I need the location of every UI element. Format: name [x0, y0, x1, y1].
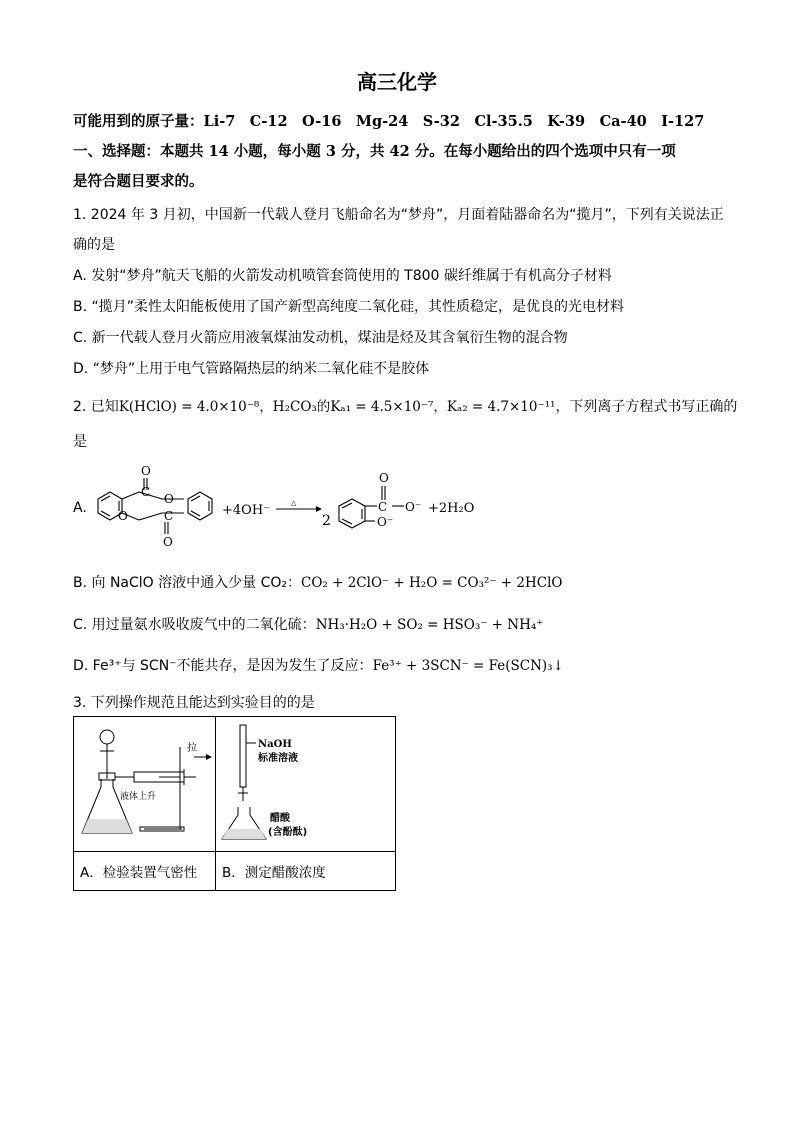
reactant-atoms: [118, 464, 174, 549]
q2-a-products: +2H₂O: [428, 501, 475, 516]
svg-text:O: O: [163, 535, 173, 549]
q2-option-b: [73, 572, 563, 592]
q1-option-d: D. “梦舟”上用于电气管路隔热层的纳米二氧化硅不是胶体: [73, 361, 430, 377]
svg-text:O: O: [164, 492, 174, 506]
q1-option-c: C. 新一代载人登月火箭应用液氧煤油发动机，煤油是烃及其含氧衍生物的混合物: [73, 330, 568, 346]
q2-c-text: C. 用过量氨水吸收废气中的二氧化硫：: [73, 617, 316, 633]
apparatus-b-figure: [216, 717, 395, 851]
svg-text:O: O: [141, 464, 151, 478]
q2-ka-hclo: K(HClO) = 4.0×10⁻⁸: [118, 399, 260, 415]
q3-option-a-caption: A．检验装置气密性: [74, 852, 216, 891]
q2-d-equation: Fe³⁺ + 3SCN⁻ = Fe(SCN)₃↓: [372, 658, 564, 674]
q1-option-b: B. “揽月”柔性太阳能板使用了国产新型高纯度二氧化硅，其性质稳定，是优良的光电材料: [73, 299, 625, 315]
svg-text:O⁻: O⁻: [405, 500, 422, 514]
label-acetic-acid: 醋酸: [270, 813, 290, 824]
q2-a-coefficient: 2: [322, 513, 331, 529]
label-pull: 拉: [187, 743, 197, 754]
q2-option-c: [73, 614, 543, 634]
label-naoh: NaOH: [258, 739, 292, 750]
reactant-structure: [98, 478, 212, 534]
q2-stem-prefix: 2. 已知: [73, 399, 119, 415]
apparatus-a-figure: [74, 717, 215, 851]
svg-text:C: C: [141, 485, 151, 499]
q2-d-text: D. Fe³⁺与 SCN⁻不能共存，是因为发生了反应：: [73, 658, 373, 674]
product-atoms: [377, 471, 421, 529]
q2-stem-line2: 是: [73, 434, 87, 450]
q1-stem-line2: 确的是: [73, 237, 115, 253]
svg-text:C: C: [378, 500, 388, 514]
q2-b-text: B. 向 NaClO 溶液中通入少量 CO₂：: [73, 575, 301, 591]
q2-a-reagent: +4OH⁻: [222, 503, 271, 518]
q3-a-image-cell: [74, 717, 216, 852]
svg-text:C: C: [164, 509, 174, 523]
q2-a-condition: △: [291, 499, 297, 507]
q2-b-equation: CO₂ + 2ClO⁻ + H₂O = CO₃²⁻ + 2HClO: [301, 575, 563, 591]
q3-stem: 3. 下列操作规范且能达到实验目的的是: [73, 695, 315, 711]
q3-options-table: [73, 716, 396, 891]
label-indicator: (含酚酞): [268, 827, 308, 838]
q1-option-a: A. 发射“梦舟”航天飞船的火箭发动机喷管套筒使用的 T800 碳纤维属于有机高分子材料: [73, 268, 612, 284]
reaction-arrow-head: [316, 506, 322, 512]
svg-text:O: O: [379, 471, 389, 485]
label-liquid-rise: 液体上升: [120, 792, 157, 802]
q3-b-image-cell: [216, 717, 396, 852]
q2-c-equation: NH₃·H₂O + SO₂ = HSO₃⁻ + NH₄⁺: [315, 617, 544, 633]
q2-ka2: ，Kₐ₂ = 4.7×10⁻¹¹: [433, 399, 556, 415]
q2-option-a-diagram: [92, 462, 512, 552]
svg-text:O: O: [118, 509, 128, 523]
svg-text:O⁻: O⁻: [377, 515, 394, 529]
q3-option-b-caption: B．测定醋酸浓度: [216, 852, 396, 891]
q1-stem-line1: 1. 2024 年 3 月初，中国新一代载人登月飞船命名为“梦舟”，月面着陆器命名为“揽月”，下列有关说法正: [73, 207, 724, 223]
q2-h2co3: ，H₂CO₃的: [259, 399, 331, 415]
q2-stem-line1: [73, 395, 737, 416]
atomic-masses: 可能用到的原子量：Li-7 C-12 O-16 Mg-24 S-32 Cl-35.5 K-39 Ca-40 I-127: [73, 113, 705, 130]
page-title: 高三化学: [357, 70, 437, 94]
section-heading-line2: 是符合题目要求的。: [73, 173, 204, 190]
section-heading-line1: 一、选择题：本题共 14 小题，每小题 3 分，共 42 分。在每小题给出的四个选项中只有一项: [73, 143, 676, 160]
label-standard-solution: 标准溶液: [258, 753, 298, 764]
q2-ka1: Kₐ₁ = 4.5×10⁻⁷: [330, 399, 434, 415]
q2-option-d: [73, 655, 564, 675]
product-structure: [339, 486, 404, 528]
q2-option-a-label: A.: [73, 500, 87, 516]
q2-stem-suffix: ，下列离子方程式书写正确的: [555, 399, 738, 415]
